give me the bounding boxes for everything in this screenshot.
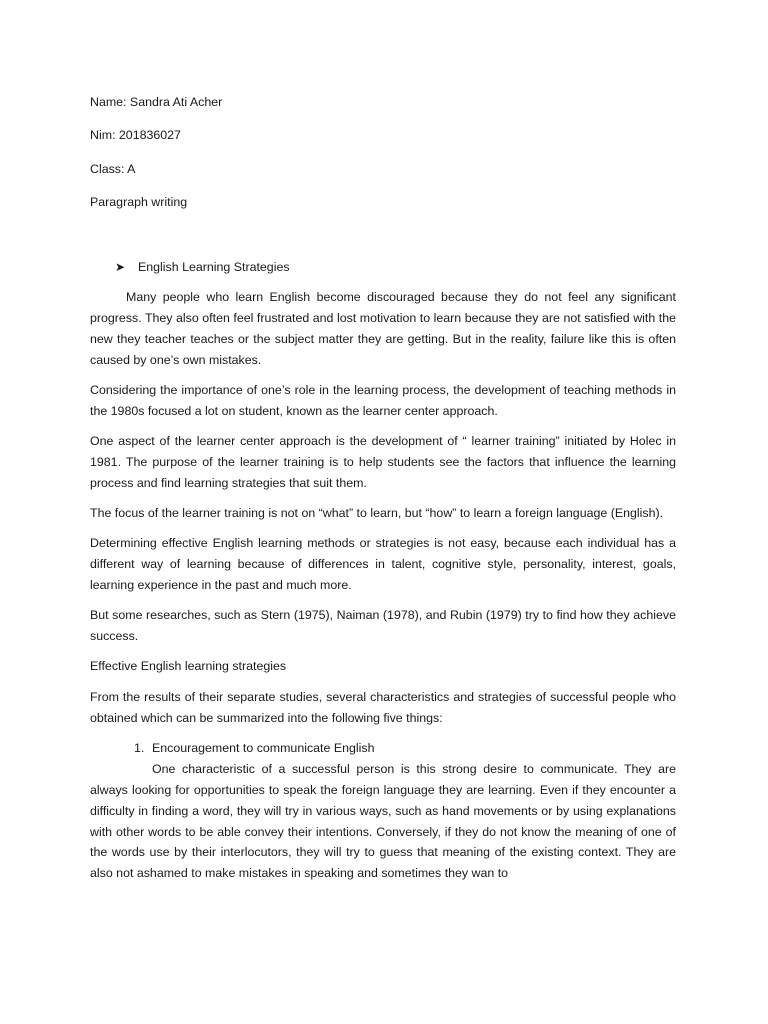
student-nim: Nim: 201836027 xyxy=(90,128,181,143)
section-heading xyxy=(90,257,676,278)
subheading: Effective English learning strategies xyxy=(90,659,287,674)
paragraph: Determining effective English learning methods or strategies is not easy, because each individual has a different way of learning because of differences in talent, cognitive style, personality, interest, goals, learning experience in the past and much more. xyxy=(90,536,676,593)
assignment-type: Paragraph writing xyxy=(90,194,188,209)
arrow-bullet-icon: ➤ xyxy=(115,259,126,274)
list-item-number: 1. xyxy=(134,741,145,756)
paragraph: But some researches, such as Stern (1975), Naiman (1978), and Rubin (1979) try to find how they achieve success. xyxy=(90,608,676,644)
student-class: Class: A xyxy=(90,161,136,176)
paragraph: Considering the importance of one’s role in the learning process, the development of teaching methods in the 1980s focused a lot on student, known as the learner center approach. xyxy=(90,383,676,418)
intro-paragraph: From the results of their separate studies, several characteristics and strategies of successful people who obtained which can be summarized into the following five things: xyxy=(90,690,676,726)
section-title: English Learning Strategies xyxy=(138,259,290,274)
paragraph: One aspect of the learner center approach is the development of “ learner training” initiated by Holec in 1981. The purpose of the learner training is to help students see the factors that influence the learning process and find learning strategies that suit them. xyxy=(90,434,676,490)
list-item xyxy=(90,738,676,884)
paragraph: Many people who learn English become discouraged because they do not feel any significant progress. They also often feel frustrated and lost motivation to learn because they are not satisfied with the new they teacher teaches or the subject matter they are getting. But in the reality, failure like this is often caused by one’s own mistakes. xyxy=(90,290,676,367)
list-item-body: One characteristic of a successful person is this strong desire to communicate. They are always looking for opportunities to speak the foreign language they are learning. Even if they encounter a difficulty in finding a word, they will try in various ways, such as hand movements or by using explanations with other words to be able convey their intentions. Conversely, if they do not know the meaning of one of the words use by their interlocutors, they will try to guess that meaning of the existing context. They are also not ashamed to make mistakes in speaking and sometimes they wan to xyxy=(90,762,676,881)
list-item-title: Encouragement to communicate English xyxy=(152,741,375,756)
document-body xyxy=(90,92,676,884)
student-name: Name: Sandra Ati Acher xyxy=(90,95,223,109)
paragraph: The focus of the learner training is not on “what” to learn, but “how” to learn a foreign language (English). xyxy=(90,506,664,521)
